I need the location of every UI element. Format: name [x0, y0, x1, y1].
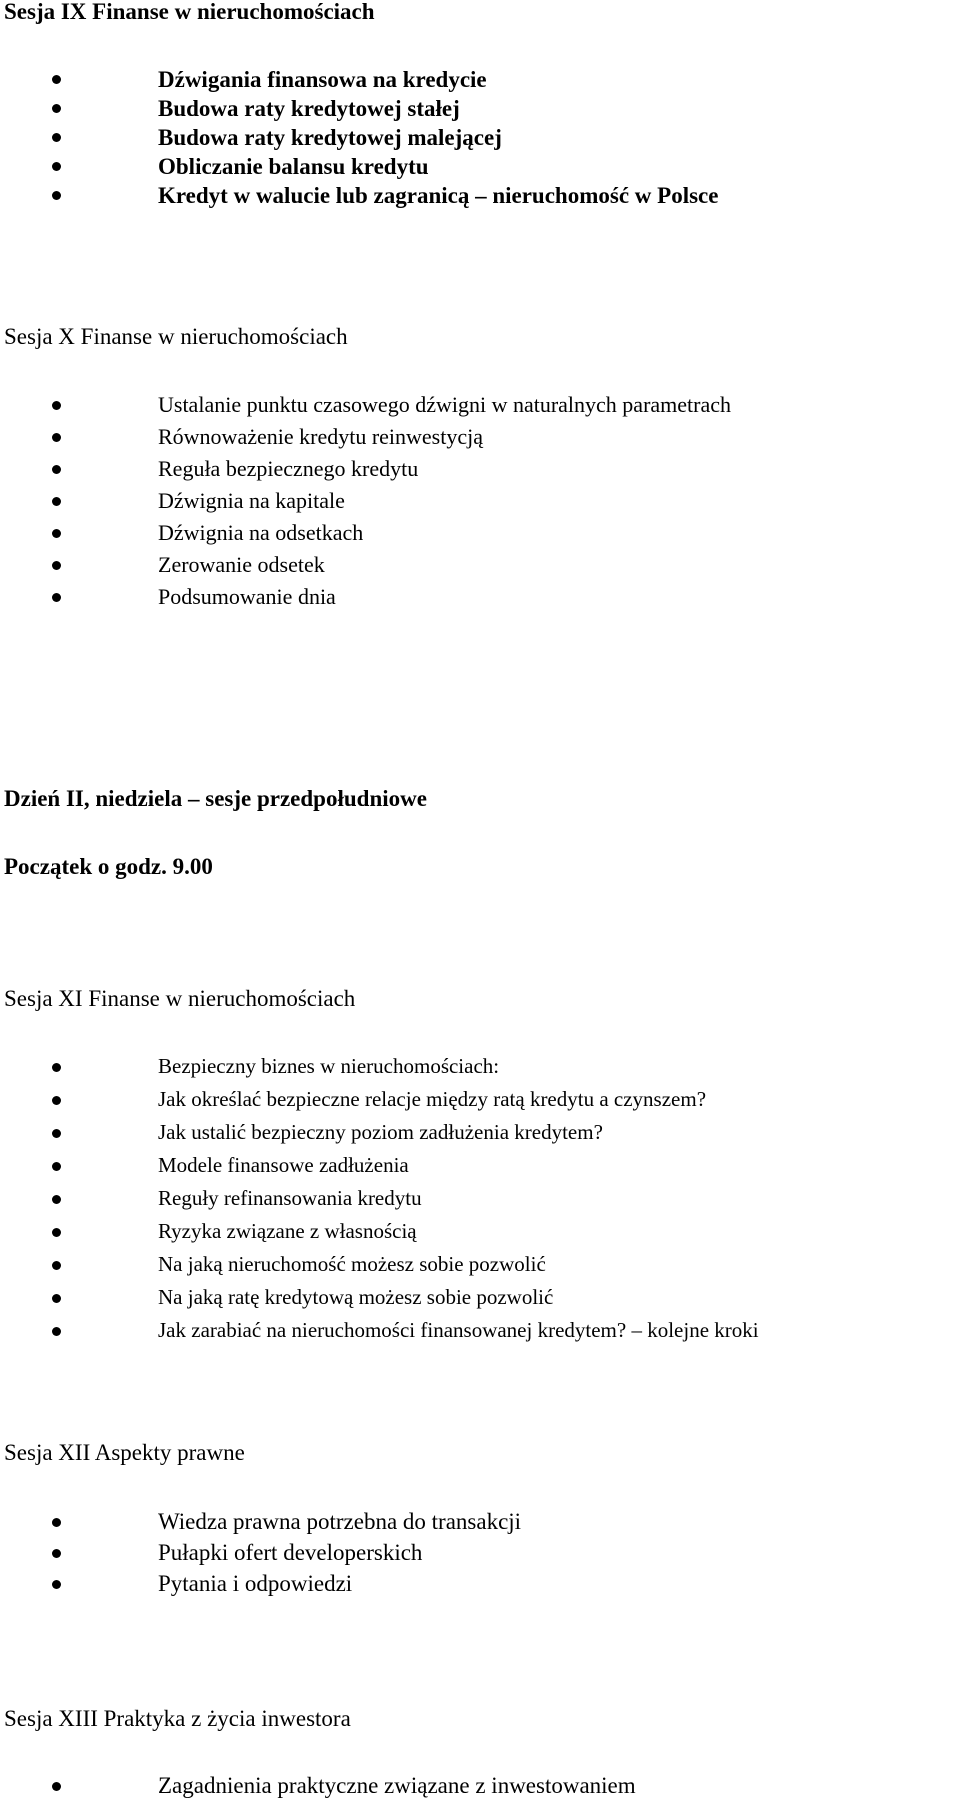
list-item: Na jaką ratę kredytową możesz sobie pozwolić — [158, 1285, 554, 1309]
bullet-icon — [52, 1294, 61, 1303]
bullet-icon — [52, 191, 61, 200]
bullet-icon — [52, 1228, 61, 1237]
bullet-icon — [52, 1327, 61, 1336]
list-item: Budowa raty kredytowej malejącej — [158, 125, 502, 150]
bullet-icon — [52, 593, 61, 602]
list-item: Jak określać bezpieczne relacje między ratą kredytu a czynszem? — [158, 1087, 707, 1111]
bullet-icon — [52, 1129, 61, 1138]
list-item: Wiedza prawna potrzebna do transakcji — [158, 1509, 522, 1534]
list-item: Ryzyka związane z własnością — [158, 1219, 417, 1243]
session-ix-title: Sesja IX Finanse w nieruchomościach — [4, 0, 375, 24]
day-title: Dzień II, niedziela – sesje przedpołudniowe — [4, 786, 427, 811]
bullet-icon — [52, 1195, 61, 1204]
bullet-icon — [52, 1261, 61, 1270]
list-item: Równoważenie kredytu reinwestycją — [158, 424, 483, 449]
session-xiii-title: Sesja XIII Praktyka z życia inwestora — [4, 1706, 351, 1731]
bullet-icon — [52, 497, 61, 506]
bullet-icon — [52, 162, 61, 171]
list-item: Budowa raty kredytowej stałej — [158, 96, 460, 121]
bullet-icon — [52, 1162, 61, 1171]
bullet-icon — [52, 133, 61, 142]
bullet-icon — [52, 1782, 61, 1791]
list-item: Pułapki ofert developerskich — [158, 1540, 423, 1565]
list-item: Modele finansowe zadłużenia — [158, 1153, 409, 1177]
list-item: Zerowanie odsetek — [158, 552, 325, 577]
bullet-icon — [52, 1518, 61, 1527]
list-item: Na jaką nieruchomość możesz sobie pozwolić — [158, 1252, 546, 1276]
session-xi-title: Sesja XI Finanse w nieruchomościach — [4, 986, 356, 1011]
bullet-icon — [52, 1063, 61, 1072]
bullet-icon — [52, 433, 61, 442]
list-item: Bezpieczny biznes w nieruchomościach: — [158, 1054, 500, 1078]
list-item: Ustalanie punktu czasowego dźwigni w naturalnych parametrach — [158, 392, 732, 417]
list-item: Dźwigania finansowa na kredycie — [158, 67, 487, 92]
bullet-icon — [52, 104, 61, 113]
list-item: Dźwignia na kapitale — [158, 488, 345, 513]
list-item: Reguły refinansowania kredytu — [158, 1186, 422, 1210]
list-item: Pytania i odpowiedzi — [158, 1571, 353, 1596]
list-item: Obliczanie balansu kredytu — [158, 154, 429, 179]
bullet-icon — [52, 1096, 61, 1105]
bullet-icon — [52, 529, 61, 538]
session-x-title: Sesja X Finanse w nieruchomościach — [4, 324, 348, 349]
day-start-time: Początek o godz. 9.00 — [4, 854, 213, 879]
list-item: Reguła bezpiecznego kredytu — [158, 456, 419, 481]
bullet-icon — [52, 1549, 61, 1558]
list-item: Dźwignia na odsetkach — [158, 520, 364, 545]
bullet-icon — [52, 465, 61, 474]
list-item: Jak zarabiać na nieruchomości finansowanej kredytem? – kolejne kroki — [158, 1318, 759, 1342]
bullet-icon — [52, 401, 61, 410]
list-item: Zagadnienia praktyczne związane z inwestowaniem — [158, 1773, 636, 1798]
session-xii-title: Sesja XII Aspekty prawne — [4, 1440, 245, 1465]
list-item: Podsumowanie dnia — [158, 584, 336, 609]
bullet-icon — [52, 561, 61, 570]
list-item: Kredyt w walucie lub zagranicą – nieruchomość w Polsce — [158, 183, 719, 208]
list-item: Jak ustalić bezpieczny poziom zadłużenia kredytem? — [158, 1120, 603, 1144]
bullet-icon — [52, 1580, 61, 1589]
bullet-icon — [52, 75, 61, 84]
